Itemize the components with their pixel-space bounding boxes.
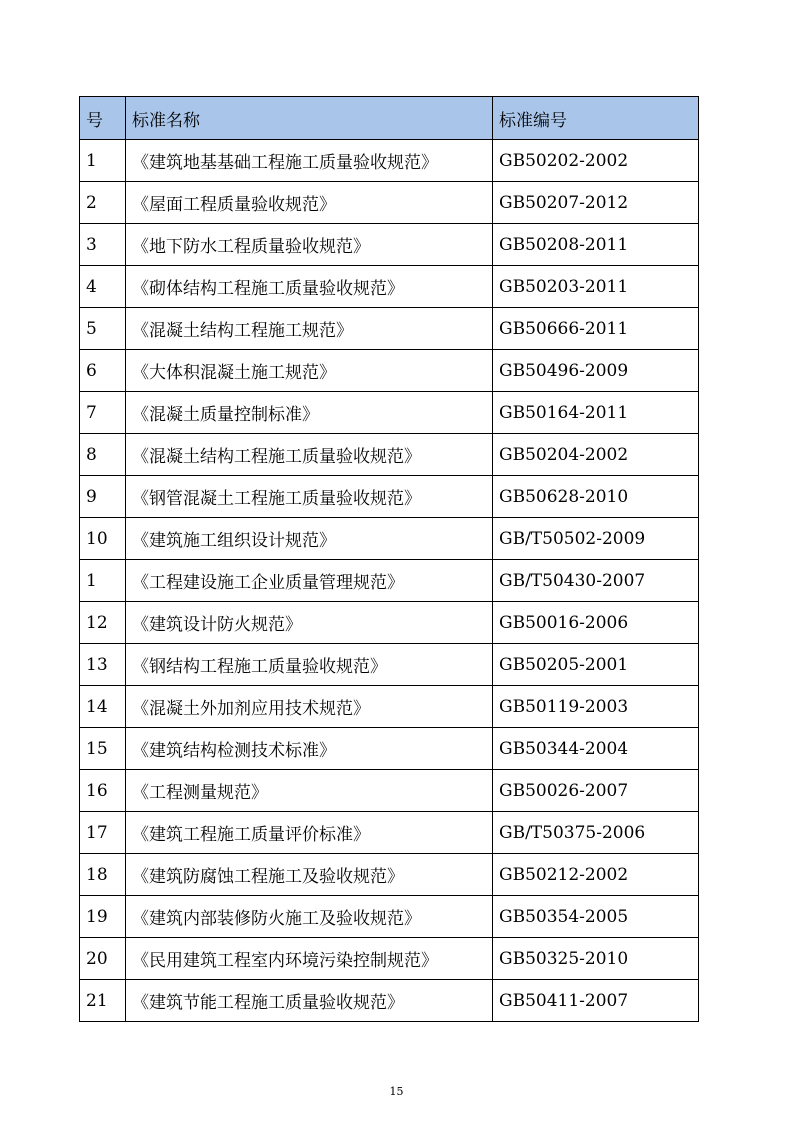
cell-standard-code: GB50164-2011 [493, 392, 699, 434]
cell-standard-code: GB50207-2012 [493, 182, 699, 224]
cell-number: 15 [80, 728, 126, 770]
table-row [80, 728, 699, 770]
table-row [80, 602, 699, 644]
cell-standard-code: GB/T50502-2009 [493, 518, 699, 560]
table-row [80, 434, 699, 476]
cell-number: 16 [80, 770, 126, 812]
table-row [80, 938, 699, 980]
cell-standard-code: GB50411-2007 [493, 980, 699, 1022]
cell-standard-code: GB/T50430-2007 [493, 560, 699, 602]
header-number: 号 [80, 97, 126, 140]
cell-standard-name: 《建筑地基基础工程施工质量验收规范》 [126, 140, 493, 182]
cell-number: 3 [80, 224, 126, 266]
cell-standard-code: GB50496-2009 [493, 350, 699, 392]
cell-standard-code: GB50208-2011 [493, 224, 699, 266]
cell-standard-code: GB50325-2010 [493, 938, 699, 980]
header-row [80, 97, 699, 140]
cell-standard-name: 《建筑设计防火规范》 [126, 602, 493, 644]
cell-number: 6 [80, 350, 126, 392]
cell-standard-name: 《建筑防腐蚀工程施工及验收规范》 [126, 854, 493, 896]
cell-standard-name: 《混凝土结构工程施工质量验收规范》 [126, 434, 493, 476]
cell-standard-name: 《钢结构工程施工质量验收规范》 [126, 644, 493, 686]
table-row [80, 308, 699, 350]
cell-number: 2 [80, 182, 126, 224]
cell-standard-name: 《工程建设施工企业质量管理规范》 [126, 560, 493, 602]
cell-number: 4 [80, 266, 126, 308]
table-row [80, 644, 699, 686]
table-row [80, 266, 699, 308]
table-row [80, 518, 699, 560]
table-body [80, 140, 699, 1022]
table-row [80, 854, 699, 896]
cell-standard-name: 《建筑施工组织设计规范》 [126, 518, 493, 560]
cell-standard-name: 《砌体结构工程施工质量验收规范》 [126, 266, 493, 308]
cell-standard-name: 《建筑节能工程施工质量验收规范》 [126, 980, 493, 1022]
cell-standard-code: GB50204-2002 [493, 434, 699, 476]
cell-standard-code: GB50205-2001 [493, 644, 699, 686]
table-header [80, 97, 699, 140]
table-row [80, 770, 699, 812]
cell-number: 13 [80, 644, 126, 686]
header-standard-code: 标准编号 [493, 97, 699, 140]
table-row [80, 224, 699, 266]
cell-number: 21 [80, 980, 126, 1022]
cell-standard-code: GB50354-2005 [493, 896, 699, 938]
page-number: 15 [389, 1085, 404, 1098]
table-row [80, 812, 699, 854]
cell-number: 17 [80, 812, 126, 854]
cell-standard-name: 《大体积混凝土施工规范》 [126, 350, 493, 392]
table-row [80, 182, 699, 224]
table-row [80, 896, 699, 938]
cell-number: 8 [80, 434, 126, 476]
cell-number: 18 [80, 854, 126, 896]
cell-standard-name: 《混凝土质量控制标准》 [126, 392, 493, 434]
cell-number: 7 [80, 392, 126, 434]
header-standard-name: 标准名称 [126, 97, 493, 140]
cell-number: 1 [80, 140, 126, 182]
table-row [80, 980, 699, 1022]
cell-standard-name: 《工程测量规范》 [126, 770, 493, 812]
cell-number: 5 [80, 308, 126, 350]
cell-standard-code: GB50628-2010 [493, 476, 699, 518]
cell-standard-name: 《民用建筑工程室内环境污染控制规范》 [126, 938, 493, 980]
cell-standard-name: 《屋面工程质量验收规范》 [126, 182, 493, 224]
cell-standard-name: 《建筑内部装修防火施工及验收规范》 [126, 896, 493, 938]
cell-number: 19 [80, 896, 126, 938]
cell-standard-code: GB/T50375-2006 [493, 812, 699, 854]
cell-standard-name: 《混凝土外加剂应用技术规范》 [126, 686, 493, 728]
cell-standard-code: GB50119-2003 [493, 686, 699, 728]
cell-number: 10 [80, 518, 126, 560]
table-row [80, 350, 699, 392]
cell-standard-code: GB50344-2004 [493, 728, 699, 770]
table-row [80, 476, 699, 518]
cell-standard-name: 《混凝土结构工程施工规范》 [126, 308, 493, 350]
table-row [80, 140, 699, 182]
table-row [80, 560, 699, 602]
cell-standard-name: 《钢管混凝土工程施工质量验收规范》 [126, 476, 493, 518]
table-row [80, 686, 699, 728]
cell-standard-code: GB50026-2007 [493, 770, 699, 812]
cell-standard-code: GB50016-2006 [493, 602, 699, 644]
cell-standard-code: GB50202-2002 [493, 140, 699, 182]
standards-table [79, 96, 699, 1022]
cell-standard-name: 《建筑工程施工质量评价标准》 [126, 812, 493, 854]
cell-standard-code: GB50666-2011 [493, 308, 699, 350]
cell-number: 1 [80, 560, 126, 602]
cell-number: 12 [80, 602, 126, 644]
table-row [80, 392, 699, 434]
cell-number: 20 [80, 938, 126, 980]
cell-standard-name: 《建筑结构检测技术标准》 [126, 728, 493, 770]
cell-standard-name: 《地下防水工程质量验收规范》 [126, 224, 493, 266]
cell-standard-code: GB50212-2002 [493, 854, 699, 896]
cell-number: 9 [80, 476, 126, 518]
cell-standard-code: GB50203-2011 [493, 266, 699, 308]
cell-number: 14 [80, 686, 126, 728]
